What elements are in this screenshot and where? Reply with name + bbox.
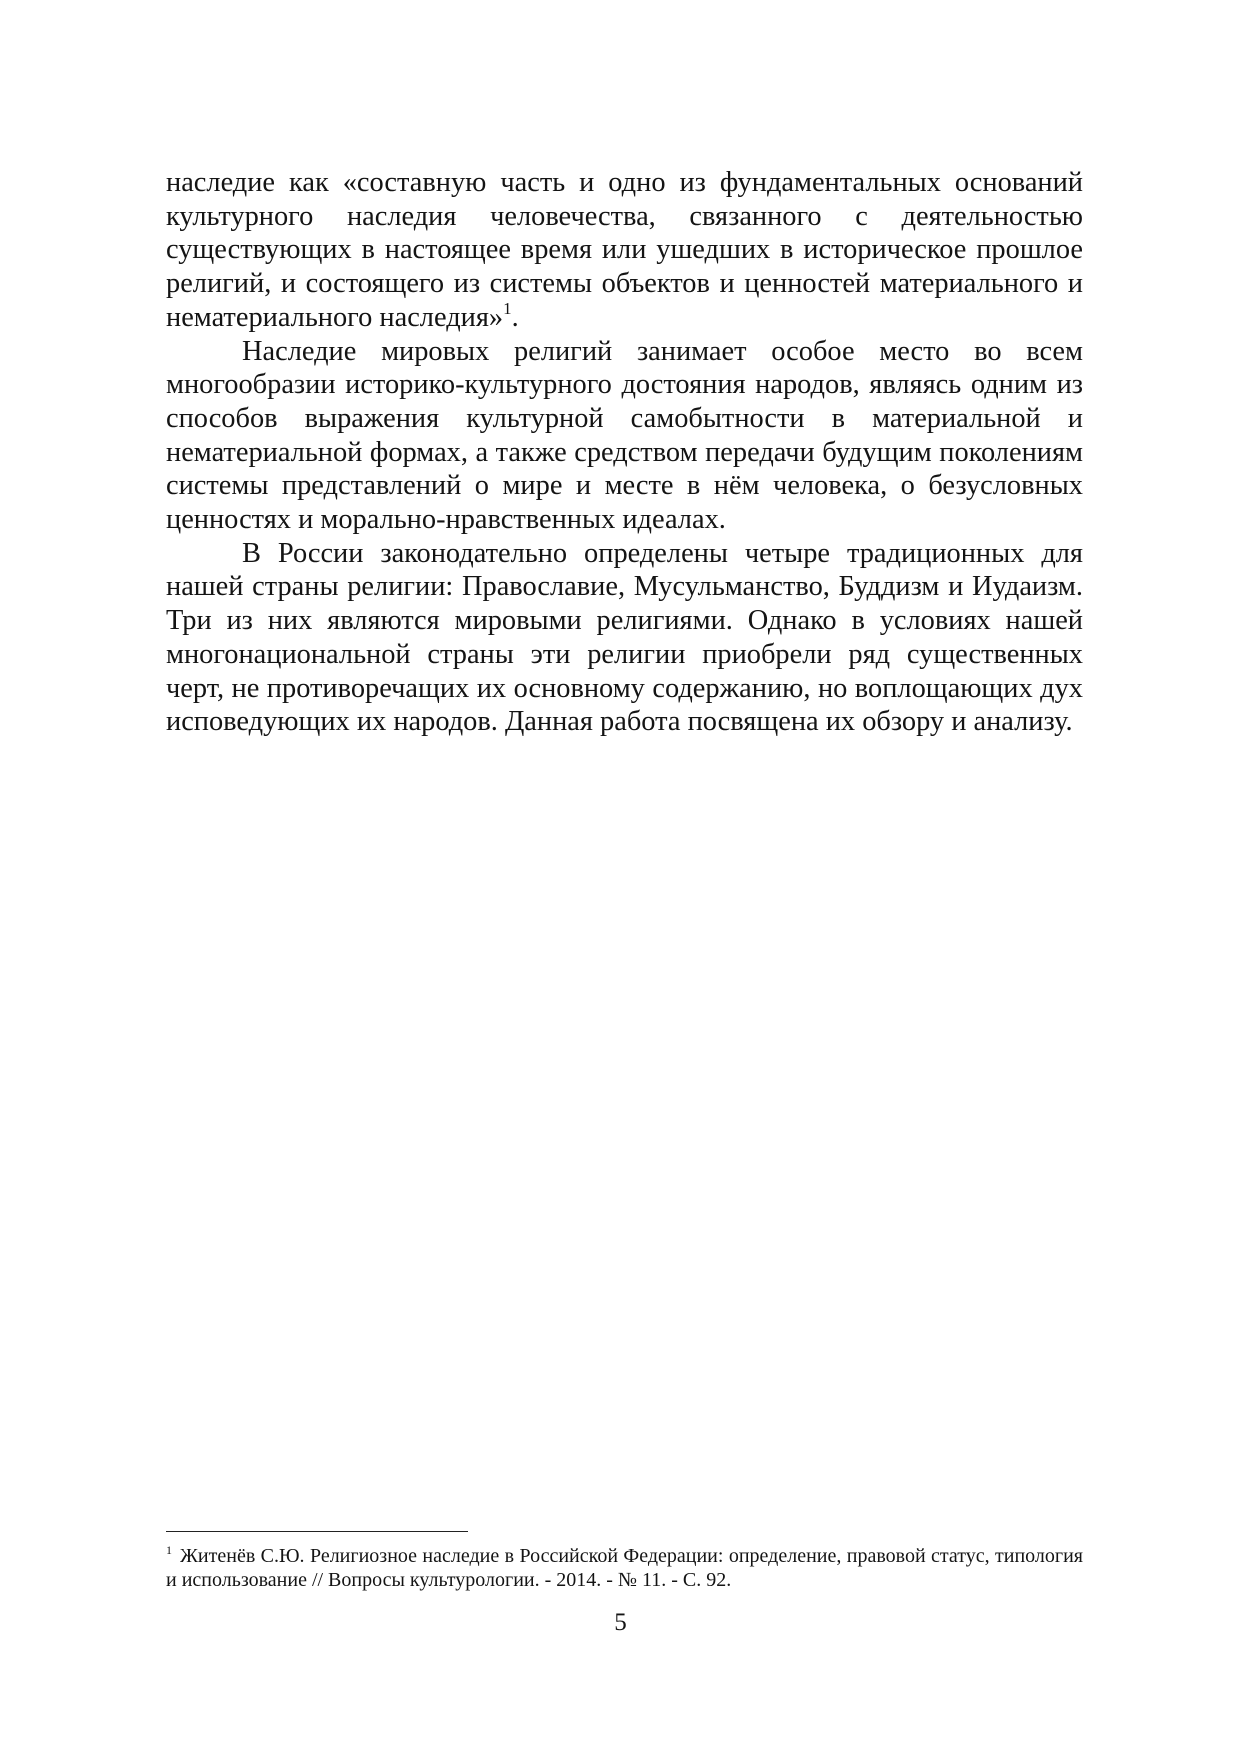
main-text xyxy=(166,166,1083,739)
footnote-separator xyxy=(166,1531,468,1532)
footnote-text: Житенёв С.Ю. Религиозное наследие в Российской Федерации: определение, правовой статус, типология и использование // Вопросы культурологии. - 2014. - № 11. - С. 92. xyxy=(166,1545,1083,1591)
paragraph-1 xyxy=(166,166,1083,335)
footnote-reference[interactable]: 1 xyxy=(503,298,512,318)
paragraph-1-text: наследие как «составную часть и одно из фундаментальных оснований культурного наследия человечества, связанного с деятельностью существующих в настоящее время или ушедших в историческое прошлое религий, и состоящего из системы объектов и ценностей материального и нематериального наследия» xyxy=(166,167,1083,333)
paragraph-1-tail: . xyxy=(511,301,519,333)
paragraph-2: Наследие мировых религий занимает особое место во всем многообразии историко-культурного достояния народов, являясь одним из способов выражения культурной самобытности в материальной и нематериальной формах, а также средством передачи будущим поколениям системы представлений о мире и месте в нём человека, о безусловных ценностях и морально-нравственных идеалах. xyxy=(166,335,1083,536)
footnote xyxy=(166,1545,1083,1592)
page-number: 5 xyxy=(614,1609,627,1636)
paragraph-3: В России законодательно определены четыре традиционных для нашей страны религии: Православие, Мусульманство, Буддизм и Иудаизм. Три из них являются мировыми религиями. Однако в условиях нашей многонациональной страны эти религии приобрели ряд существенных черт, не противоречащих их основному содержанию, но воплощающих дух исповедующих их народов. Данная работа посвящена их обзору и анализу. xyxy=(166,537,1083,738)
footnote-mark: 1 xyxy=(166,1543,172,1557)
